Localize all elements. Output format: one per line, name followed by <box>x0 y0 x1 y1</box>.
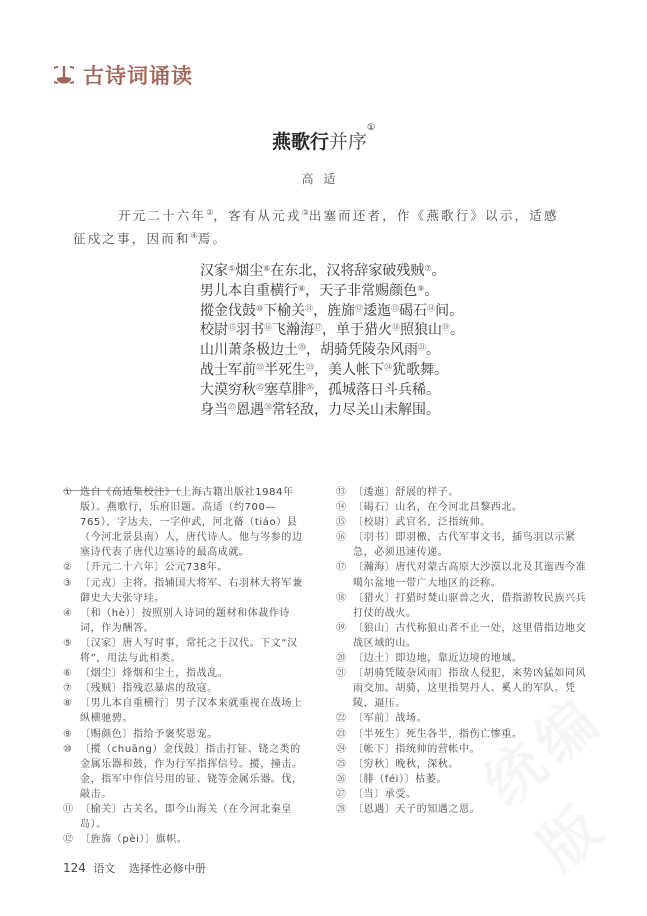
text-segment: 。 <box>424 282 439 299</box>
text-segment: 汉家 <box>200 263 228 279</box>
footnote-text: 选自《高适集校注》（上海古籍出版社1984年版）。燕歌行，乐府旧题。高适（约700—765），字达夫，一字仲武，河北蓨（tiáo）县（今河北景县南）人，唐代诗人。他与岑参的边塞诗代表了唐代边塞诗的最高成就。 <box>80 487 303 559</box>
footnote-ref: ㉖ <box>306 382 314 392</box>
poem-line <box>200 401 464 421</box>
footnote-ref: ⑭ <box>427 303 436 313</box>
footnote-ref: ㉒ <box>256 362 264 372</box>
text-segment: ，胡骑凭陵杂风雨 <box>306 342 418 359</box>
footnote-ref: ③ <box>301 208 309 217</box>
footnote-number: ⑩ <box>63 743 72 755</box>
footnote-text: 〔半死生〕死生各半，指伤亡惨重。 <box>353 728 523 740</box>
poem-title <box>0 123 647 154</box>
footnote-text: 〔猎火〕打猎时焚山驱兽之火，借指游牧民族兴兵打仗的战火。 <box>353 592 587 619</box>
footnote-item <box>336 485 594 500</box>
footnote-text: 〔恩遇〕天子的知遇之恩。 <box>353 803 481 815</box>
text-segment: 山川萧条极边土 <box>200 342 298 359</box>
footnote-text: 〔胡骑凭陵杂风雨〕指敌人侵犯，来势凶猛如同风雨交加。胡骑，这里指契丹人、奚人的军队。凭陵，逼压。 <box>353 668 587 710</box>
footnote-item <box>336 500 594 515</box>
text-segment: 身当 <box>200 401 228 418</box>
footnote-item <box>63 606 308 636</box>
bookmark-emblem-icon <box>54 64 74 86</box>
section-header <box>54 60 193 90</box>
text-segment: 在东北，汉将辞家破残贼 <box>270 263 425 279</box>
text-segment: 恩遇 <box>236 401 264 418</box>
footnote-number: ② <box>63 562 72 574</box>
footnote-number: ㉘ <box>336 803 346 815</box>
footnote-text: 〔军前〕战场。 <box>353 713 428 725</box>
footnote-text: 〔烟尘〕烽烟和尘土，指战乱。 <box>80 668 229 680</box>
footnote-item <box>63 802 308 832</box>
footnote-text: 〔当〕承受。 <box>353 788 417 800</box>
footnote-ref: ㉘ <box>264 402 272 412</box>
text-segment: 下榆关 <box>263 302 306 319</box>
footnote-text: 〔校尉〕武官名，泛指统帅。 <box>353 517 491 529</box>
footnote-text: 〔残贼〕指残忍暴虐的敌寇。 <box>80 683 218 695</box>
text-segment: 摐金伐鼓 <box>200 302 256 319</box>
footnote-text: 〔汉家〕唐人写时事，常托之于汉代。下文“汉将”，用法与此相类。 <box>80 637 298 665</box>
footnote-number: ⑨ <box>63 728 72 740</box>
footnote-number: ㉔ <box>336 743 346 755</box>
page-footer <box>63 860 206 876</box>
text-segment: 焉。 <box>197 231 228 246</box>
text-segment: ，孤城落日斗兵稀。 <box>314 381 440 398</box>
footnote-text: 〔摐（chuāng）金伐鼓〕指击打钲、铙之类的金属乐器和鼓，作为行军指挥信号。摐，撞击。金，指军中作信号用的钲、铙等金属乐器。伐，敲击。 <box>80 743 303 800</box>
poem-line <box>200 361 464 381</box>
poem-title-suffix: 并序 <box>328 131 367 153</box>
footnote-text: 〔和（hè）〕按照别人诗词的题材和体裁作诗词，作为酬答。 <box>80 607 291 634</box>
footnote-ref: ⑰ <box>314 323 322 333</box>
poem-author: 高适 <box>301 172 346 186</box>
footnote-number: ㉕ <box>336 758 346 770</box>
footnote-ref: ⑯ <box>264 323 272 333</box>
text-segment: 间。 <box>435 302 464 319</box>
footnote-ref: ㉗ <box>228 402 236 412</box>
footnote-item <box>63 742 308 802</box>
text-segment: ，天子非常赐颜色 <box>305 282 418 299</box>
poem-line <box>200 341 464 361</box>
text-segment: 战士军前 <box>200 361 256 378</box>
footnote-text: 〔开元二十六年〕公元738年。 <box>80 562 229 574</box>
footnote-ref: ① <box>366 123 376 133</box>
footnote-ref: ㉑ <box>418 343 426 353</box>
footnote-number: ⑪ <box>63 803 73 815</box>
poem-title-main: 燕歌行 <box>271 131 329 153</box>
footnote-number: ⑮ <box>336 517 346 529</box>
footnote-text: 〔元戎〕主将。指辅国大将军、右羽林大将军兼御史大夫张守珪。 <box>80 577 303 604</box>
text-segment: 大漠穷秋 <box>200 381 256 398</box>
poem-line <box>200 282 464 302</box>
text-segment: ，美人帐下 <box>314 361 384 378</box>
footnote-number: ③ <box>63 577 72 589</box>
footnote-ref: ② <box>206 208 214 217</box>
poem-line <box>200 321 464 341</box>
footnote-number: ㉓ <box>336 728 346 740</box>
footnote-ref: ⑩ <box>256 303 264 313</box>
text-segment: 半死生 <box>264 361 306 378</box>
footnote-text: 〔穷秋〕晚秋，深秋。 <box>353 758 459 770</box>
poem-line <box>200 302 464 322</box>
text-segment: 逶迤 <box>363 302 392 319</box>
footnote-number: ㉗ <box>336 788 346 800</box>
footnotes-left-column <box>63 485 308 847</box>
footnote-item <box>336 621 594 651</box>
footnote-item <box>63 560 308 575</box>
footnote-ref: ⑧ <box>298 283 306 293</box>
footnote-number: ⑦ <box>63 683 72 695</box>
footnote-ref: ㉔ <box>384 362 392 372</box>
footnote-ref: ㉕ <box>256 382 264 392</box>
footnote-ref: ⑫ <box>355 303 364 313</box>
text-segment: 烟尘 <box>235 263 264 279</box>
footnote-number: ④ <box>63 607 72 619</box>
page-number: 124 <box>63 861 86 875</box>
poem-line <box>200 262 464 282</box>
footnote-number: ⑱ <box>336 592 346 604</box>
footnote-number: ㉒ <box>336 713 346 725</box>
footnote-ref: ⑱ <box>392 323 400 333</box>
footnote-ref: ⑦ <box>424 264 432 273</box>
footnote-number: ⑬ <box>336 487 346 498</box>
poem-line <box>200 381 464 401</box>
footnote-ref: ⑲ <box>442 323 450 333</box>
footnote-item <box>336 651 594 666</box>
footnote-number: ㉑ <box>336 668 346 680</box>
footnote-item <box>336 591 594 621</box>
footnote-text: 〔赐颜色〕指给予褒奖恩宠。 <box>80 728 218 740</box>
footnote-number: ⑫ <box>63 834 73 846</box>
footnote-number: ⑭ <box>336 502 346 514</box>
footnote-item <box>63 727 308 742</box>
text-segment: 常轻敌，力尽关山未解围。 <box>272 401 440 418</box>
footnote-number: ⑰ <box>336 562 346 574</box>
text-segment: 开元二十六年 <box>118 208 207 223</box>
footnote-ref: ㉓ <box>306 362 314 372</box>
footnote-ref: ⑥ <box>263 264 271 273</box>
footnote-number: ⑳ <box>336 653 346 665</box>
footnote-ref: ⑬ <box>391 303 400 313</box>
footnote-ref: ⑨ <box>417 283 425 293</box>
text-segment: 犹歌舞。 <box>392 361 448 378</box>
text-segment: ，客有从元戎 <box>213 208 302 223</box>
footnote-item <box>336 560 594 590</box>
poem-preface <box>73 204 563 250</box>
footnote-item <box>336 515 594 530</box>
text-segment: 。 <box>450 322 464 339</box>
text-segment: 校尉 <box>200 322 228 339</box>
footnote-item <box>63 576 308 606</box>
footnote-item <box>63 636 308 666</box>
text-segment: 。 <box>431 263 446 279</box>
text-segment: 羽书 <box>236 322 264 339</box>
footnote-text: 〔羽书〕即羽檄，古代军事文书，插鸟羽以示紧急，必须迅速传递。 <box>353 532 576 559</box>
text-segment: 。 <box>426 342 440 359</box>
text-segment: 男儿本自重横行 <box>200 282 298 299</box>
text-segment: ，单于猎火 <box>322 322 392 339</box>
footnote-item <box>63 696 308 726</box>
footnote-text: 〔腓（féi）〕枯萎。 <box>353 773 448 785</box>
footer-book: 选择性必修中册 <box>128 862 206 875</box>
footnote-number: ① <box>63 487 72 498</box>
footnote-number: ⑧ <box>63 698 72 710</box>
footnote-ref: ⑤ <box>228 264 236 273</box>
footnote-text: 〔男儿本自重横行〕男子汉本来就重视在战场上纵横驰骋。 <box>80 698 303 725</box>
footnote-text: 〔碣石〕山名，在今河北昌黎西北。 <box>353 502 523 514</box>
footnote-text: 〔狼山〕古代称狼山者不止一处，这里借指边地交战区域的山。 <box>353 622 587 649</box>
footnote-number: ⑤ <box>63 637 72 649</box>
footnote-ref: ⑪ <box>305 303 314 313</box>
section-title: 古诗词诵读 <box>83 63 193 88</box>
footer-subject: 语文 <box>93 862 116 875</box>
footnote-text: 〔帐下〕指统帅的营帐中。 <box>353 743 481 755</box>
footnote-ref: ⑳ <box>298 343 306 353</box>
footnote-item <box>63 681 308 696</box>
footnote-text: 〔榆关〕古关名，即今山海关（在今河北秦皇岛）。 <box>80 803 292 831</box>
footnote-number: ⑯ <box>336 532 346 544</box>
text-segment: 照狼山 <box>400 322 442 339</box>
text-segment: 碣石 <box>399 302 428 319</box>
footnote-number: ⑲ <box>336 622 346 634</box>
footnote-text: 〔旌旆（pèi）〕旗帜。 <box>80 834 188 846</box>
text-segment: 飞瀚海 <box>272 322 314 339</box>
footnote-text: 〔瀚海〕唐代对蒙古高原大沙漠以北及其迤西今准噶尔盆地一带广大地区的泛称。 <box>353 562 587 589</box>
text-segment: 塞草腓 <box>264 381 306 398</box>
footnote-ref: ④ <box>190 231 198 240</box>
text-segment: ，旌旆 <box>313 302 356 319</box>
footnote-text: 〔逶迤〕舒展的样子。 <box>353 487 459 498</box>
footnote-text: 〔边土〕即边地，靠近边境的地域。 <box>353 653 523 665</box>
poem-body <box>200 262 464 420</box>
footnote-number: ㉖ <box>336 773 346 785</box>
text-segment: 出塞而还者，作《燕歌行》以示，适感征戍之事，因而和 <box>73 208 559 246</box>
footnote-item <box>336 530 594 560</box>
footnote-item <box>63 666 308 681</box>
footnote-ref: ⑮ <box>228 323 236 333</box>
footnote-item <box>63 485 308 560</box>
footnote-item <box>63 832 308 847</box>
footnote-number: ⑥ <box>63 668 72 680</box>
